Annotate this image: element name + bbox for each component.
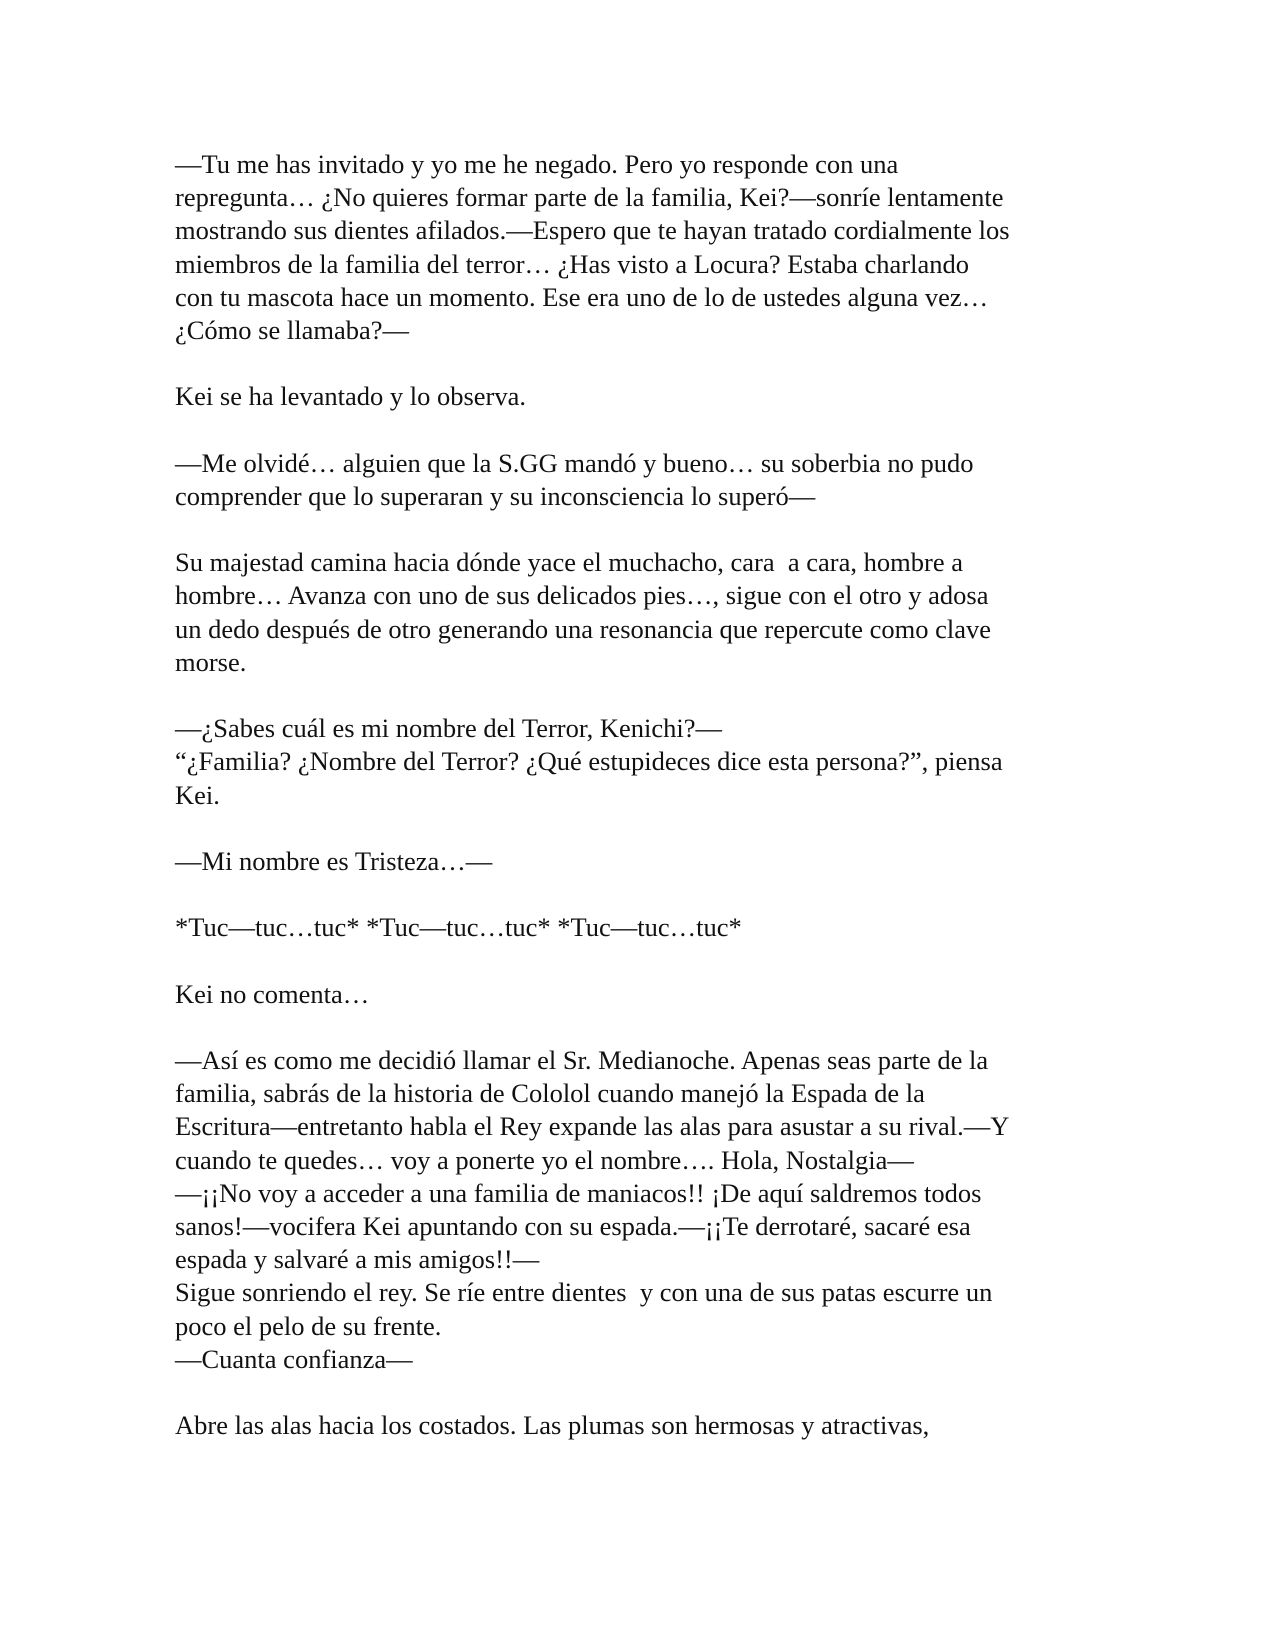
text-line: espada y salvaré a mis amigos!!— [175,1244,540,1275]
text-line: Abre las alas hacia los costados. Las plumas son hermosas y atractivas, [175,1410,930,1441]
text-line: —¡¡No voy a acceder a una familia de maniacos!! ¡De aquí saldremos todos [175,1177,982,1208]
text-line: un dedo después de otro generando una resonancia que repercute como clave [175,613,992,644]
text-line: Kei no comenta… [175,978,370,1009]
text-line: *Tuc—tuc…tuc* *Tuc—tuc…tuc* *Tuc—tuc…tuc* [175,912,742,943]
text-line: —Cuanta confianza— [175,1343,413,1374]
text-line: —Así es como me decidió llamar el Sr. Medianoche. Apenas seas parte de la [175,1045,989,1076]
paragraph-gap [175,347,1115,380]
text-line: Su majestad camina hacia dónde yace el muchacho, cara a cara, hombre a [175,547,963,578]
paragraph-gap [175,1011,1115,1044]
text-line: comprender que lo superaran y su inconsciencia lo superó— [175,480,816,511]
paragraph-gap [175,1376,1115,1409]
text-line: familia, sabrás de la historia de Cololol cuando manejó la Espada de la [175,1078,925,1109]
paragraph-gap [175,414,1115,447]
text-line: morse. [175,646,247,677]
text-line: miembros de la familia del terror… ¿Has visto a Locura? Estaba charlando [175,248,969,279]
text-line: ¿Cómo se llamaba?— [175,314,410,345]
text-line: Kei se ha levantado y lo observa. [175,381,527,412]
paragraph-gap [175,679,1115,712]
text-line: hombre… Avanza con uno de sus delicados pies…, sigue con el otro y adosa [175,580,989,611]
text-line: “¿Familia? ¿Nombre del Terror? ¿Qué estupideces dice esta persona?”, piensa [175,746,1003,777]
text-line: poco el pelo de su frente. [175,1310,442,1341]
paragraph-gap [175,945,1115,978]
text-line: —¿Sabes cuál es mi nombre del Terror, Kenichi?— [175,713,723,744]
document-body [175,148,1115,1442]
text-line: Escritura—entretanto habla el Rey expande las alas para asustar a su rival.—Y [175,1111,1010,1142]
paragraph-gap [175,812,1115,845]
text-line: Sigue sonriendo el rey. Se ríe entre dientes y con una de sus patas escurre un [175,1277,993,1308]
text-line: Kei. [175,779,220,810]
text-line: —Mi nombre es Tristeza…— [175,845,493,876]
text-line: cuando te quedes… voy a ponerte yo el nombre…. Hola, Nostalgia— [175,1144,914,1175]
text-line: repregunta… ¿No quieres formar parte de la familia, Kei?—sonríe lentamente [175,182,1004,213]
text-line: sanos!—vocifera Kei apuntando con su espada.—¡¡Te derrotaré, sacaré esa [175,1211,971,1241]
paragraph-gap [175,513,1115,546]
paragraph-gap [175,878,1115,911]
text-line: con tu mascota hace un momento. Ese era uno de lo de ustedes alguna vez… [175,281,989,312]
text-line: —Tu me has invitado y yo me he negado. Pero yo responde con una [175,149,899,179]
text-line: mostrando sus dientes afilados.—Espero que te hayan tratado cordialmente los [175,215,1010,246]
text-line: —Me olvidé… alguien que la S.GG mandó y bueno… su soberbia no pudo [175,447,974,478]
